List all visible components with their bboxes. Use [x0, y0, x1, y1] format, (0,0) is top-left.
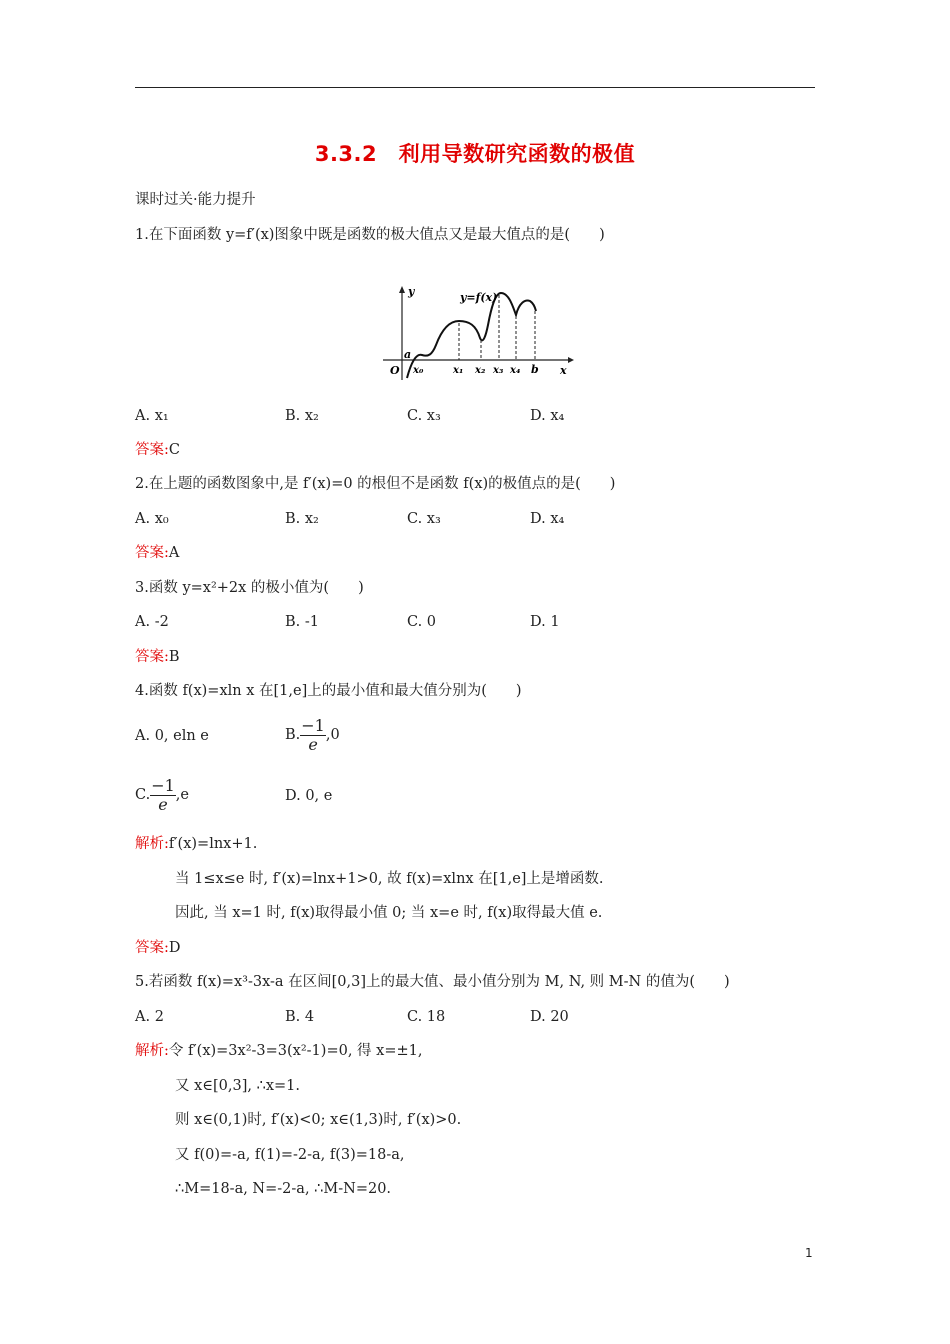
- a-label: a: [404, 348, 412, 361]
- q2-stem: 2.在上题的函数图象中,是 f′(x)=0 的根但不是函数 f(x)的极值点的是( ): [135, 476, 616, 492]
- q1-answer-label: 答案:: [135, 442, 169, 458]
- fraction-denominator: e: [308, 734, 318, 754]
- origin-label: O: [390, 364, 400, 377]
- q2-option-a: A. x₀: [135, 511, 169, 527]
- q5-analysis-line-5: ∴M=18-a, N=-2-a, ∴M-N=20.: [175, 1181, 392, 1197]
- q4-option-b: [285, 715, 340, 755]
- q5-option-b: B. 4: [285, 1009, 315, 1025]
- q3-stem: 3.函数 y=x²+2x 的极小值为( ): [135, 580, 364, 596]
- q2-answer-value: A: [168, 545, 180, 561]
- q4-option-c-prefix: C.: [135, 787, 151, 803]
- q3-answer-label: 答案:: [135, 649, 169, 665]
- q4-option-c-fraction: [150, 777, 176, 814]
- q3-answer: [135, 647, 180, 667]
- tick-x3: x₃: [493, 365, 504, 376]
- q1-stem: 1.在下面函数 y=f′(x)图象中既是函数的极大值点又是最大值点的是( ): [135, 227, 605, 243]
- q1-answer-value: C: [168, 442, 180, 458]
- q2-answer-label: 答案:: [135, 545, 169, 561]
- tick-x4: x₄: [510, 365, 521, 376]
- q5-analysis-first: [135, 1041, 422, 1061]
- q5-analysis-line-4: 又 f(0)=-a, f(1)=-2-a, f(3)=18-a,: [175, 1147, 405, 1163]
- header-rule: [135, 87, 815, 88]
- y-axis-label: y: [408, 285, 415, 298]
- q4-analysis-line-3: 因此, 当 x=1 时, f(x)取得最小值 0; 当 x=e 时, f(x)取得最大值 e.: [175, 905, 603, 921]
- section-subtitle: 课时过关·能力提升: [135, 192, 256, 208]
- fraction-numerator: −1: [301, 715, 325, 735]
- y-axis-arrow: [399, 286, 405, 293]
- q1-option-d: D. x₄: [530, 408, 565, 424]
- q4-analysis-line-1: f′(x)=lnx+1.: [168, 836, 258, 852]
- q5-analysis-label: 解析:: [135, 1043, 169, 1059]
- q1-answer: [135, 440, 180, 460]
- tick-x1: x₁: [453, 365, 464, 376]
- q3-option-a: A. -2: [135, 614, 169, 630]
- q5-option-d: D. 20: [530, 1009, 569, 1025]
- x-axis-label: x: [560, 364, 567, 377]
- q5-stem: 5.若函数 f(x)=x³-3x-a 在区间[0,3]上的最大值、最小值分别为 M, N, 则 M-N 的值为( ): [135, 974, 730, 990]
- q5-analysis-line-1: 令 f′(x)=3x²-3=3(x²-1)=0, 得 x=±1,: [168, 1043, 423, 1059]
- q2-option-d: D. x₄: [530, 511, 565, 527]
- q4-option-b-suffix: ,0: [325, 727, 340, 743]
- q4-option-d: D. 0, e: [285, 788, 333, 804]
- q4-analysis-line-2: 当 1≤x≤e 时, f′(x)=lnx+1>0, 故 f(x)=xlnx 在[1,e]上是增函数.: [175, 871, 604, 887]
- q4-stem: 4.函数 f(x)=xln x 在[1,e]上的最小值和最大值分别为( ): [135, 683, 522, 699]
- curve-label: y=f(x): [460, 291, 498, 304]
- q5-option-a: A. 2: [135, 1009, 164, 1025]
- tick-b: b: [531, 363, 539, 376]
- q2-option-c: C. x₃: [407, 511, 441, 527]
- q5-analysis-line-3: 则 x∈(0,1)时, f′(x)<0; x∈(1,3)时, f′(x)>0.: [175, 1112, 462, 1128]
- q5-analysis-line-2: 又 x∈[0,3], ∴x=1.: [175, 1078, 300, 1094]
- x-axis-arrow: [568, 357, 574, 363]
- q5-option-c: C. 18: [407, 1009, 446, 1025]
- q4-option-a: A. 0, eln e: [135, 728, 209, 744]
- q1-graph-figure: [380, 283, 575, 383]
- q1-option-a: A. x₁: [135, 408, 169, 424]
- q3-option-b: B. -1: [285, 614, 319, 630]
- q3-option-c: C. 0: [407, 614, 437, 630]
- q4-option-c-suffix: ,e: [175, 787, 189, 803]
- page-number: 1: [805, 1246, 813, 1260]
- q2-option-b: B. x₂: [285, 511, 319, 527]
- q4-analysis-first: [135, 834, 257, 854]
- q3-answer-value: B: [168, 649, 180, 665]
- fraction-numerator: −1: [151, 775, 175, 795]
- q4-option-c: [135, 775, 189, 815]
- q4-analysis-label: 解析:: [135, 836, 169, 852]
- tick-x0: x₀: [413, 365, 424, 376]
- q3-option-d: D. 1: [530, 614, 560, 630]
- q2-answer: [135, 543, 179, 563]
- tick-x2: x₂: [475, 365, 486, 376]
- page-title: 3.3.2 利用导数研究函数的极值: [314, 142, 636, 166]
- q4-option-b-fraction: [300, 717, 326, 754]
- q4-answer: [135, 938, 181, 958]
- q4-answer-value: D: [168, 940, 181, 956]
- fraction-denominator: e: [158, 794, 168, 814]
- q4-answer-label: 答案:: [135, 940, 169, 956]
- q1-option-c: C. x₃: [407, 408, 441, 424]
- q1-option-b: B. x₂: [285, 408, 319, 424]
- q4-option-b-prefix: B.: [285, 727, 301, 743]
